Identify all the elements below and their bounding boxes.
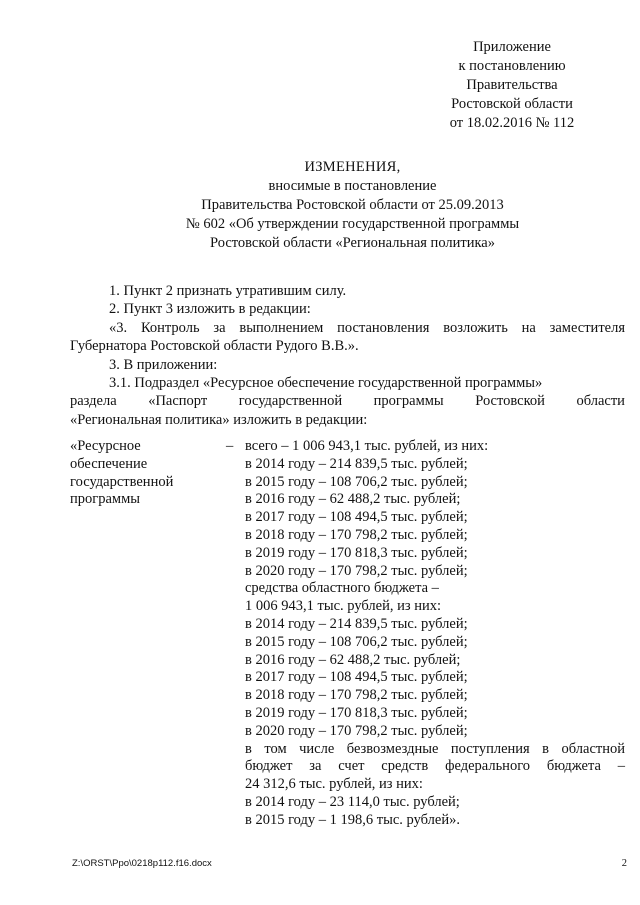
value-line: в 2014 году – 214 839,5 тыс. рублей;	[245, 615, 468, 632]
word: государственной	[238, 393, 343, 410]
paragraph-1: 1. Пункт 2 признать утратившим силу.	[109, 283, 347, 299]
value-line: средства областного бюджета –	[245, 580, 439, 597]
appendix-line: от 18.02.2016 № 112	[449, 115, 575, 131]
value-line: всего – 1 006 943,1 тыс. рублей, из них:	[245, 438, 489, 454]
paragraph-4: 3. В приложении:	[109, 356, 218, 373]
value-line: бюджет за счет средств федерального бюджета –	[245, 758, 625, 775]
value-line: в 2019 году – 170 818,3 тыс. рублей;	[245, 544, 468, 561]
word: области	[576, 393, 625, 410]
value-line: в 2015 году – 108 706,2 тыс. рублей;	[245, 473, 468, 490]
word: раздела	[70, 393, 117, 410]
appendix-header	[400, 38, 624, 133]
appendix-line: Ростовской области	[451, 96, 573, 112]
value-line: в 2017 году – 108 494,5 тыс. рублей;	[245, 669, 468, 686]
resource-label	[70, 438, 210, 509]
title-line: вносимые в постановление	[268, 178, 437, 194]
appendix-line: Приложение	[473, 39, 551, 55]
value-line: в 2018 году – 170 798,2 тыс. рублей;	[245, 687, 468, 704]
paragraph-3: «3. Контроль за выполнением постановления возложить на заместителя Губернатора Ростовской области Рудого В.В.».	[70, 319, 625, 355]
word: программы	[373, 393, 444, 410]
value-line: в 2020 году – 170 798,2 тыс. рублей;	[245, 562, 468, 579]
paragraph-5-line-3: «Региональная политика» изложить в редакции:	[70, 411, 368, 428]
value-line: в 2019 году – 170 818,3 тыс. рублей;	[245, 704, 468, 721]
title-line: № 602 «Об утверждении государственной программы	[185, 216, 520, 232]
paragraph-5	[70, 374, 625, 429]
value-line: в том числе безвозмездные поступления в областной	[245, 740, 625, 757]
paragraph-5-line-2	[70, 392, 625, 410]
paragraph-5-line-1: 3.1. Подраздел «Ресурсное обеспечение государственной программы»	[109, 375, 543, 392]
appendix-line: к постановлению	[458, 58, 566, 74]
value-line: в 2017 году – 108 494,5 тыс. рублей;	[245, 509, 468, 526]
value-line: в 2020 году – 170 798,2 тыс. рублей;	[245, 722, 468, 739]
page-footer	[72, 858, 627, 869]
label-line: государственной	[70, 473, 174, 490]
file-path: Z:\ORST\Ppo\0218p112.f16.docx	[72, 858, 212, 869]
value-line: 24 312,6 тыс. рублей, из них:	[245, 776, 423, 793]
title-heading: ИЗМЕНЕНИЯ,	[304, 159, 401, 175]
label-line: программы	[70, 491, 140, 508]
value-line: в 2016 году – 62 488,2 тыс. рублей;	[245, 651, 461, 668]
value-line: в 2014 году – 23 114,0 тыс. рублей;	[245, 793, 460, 810]
paragraph-2: 2. Пункт 3 изложить в редакции:	[109, 301, 311, 318]
separator-dash: –	[226, 438, 234, 454]
document-title	[80, 158, 625, 253]
label-line: «Ресурсное	[70, 438, 141, 454]
value-line: 1 006 943,1 тыс. рублей, из них:	[245, 598, 441, 615]
value-line: в 2016 году – 62 488,2 тыс. рублей;	[245, 491, 461, 508]
label-line: обеспечение	[70, 455, 148, 472]
appendix-line: Правительства	[466, 77, 558, 93]
value-line: в 2015 году – 1 198,6 тыс. рублей».	[245, 811, 460, 828]
page-number: 2	[621, 858, 627, 869]
title-line: Правительства Ростовской области от 25.09.2013	[201, 197, 504, 213]
value-line: в 2014 году – 214 839,5 тыс. рублей;	[245, 455, 468, 472]
title-line: Ростовской области «Региональная политика»	[210, 235, 495, 251]
value-line: в 2015 году – 108 706,2 тыс. рублей;	[245, 633, 468, 650]
document-body	[70, 282, 625, 429]
value-line: в 2018 году – 170 798,2 тыс. рублей;	[245, 526, 468, 543]
resource-values	[245, 438, 625, 830]
word: Ростовской	[475, 393, 545, 410]
word: «Паспорт	[148, 393, 208, 410]
